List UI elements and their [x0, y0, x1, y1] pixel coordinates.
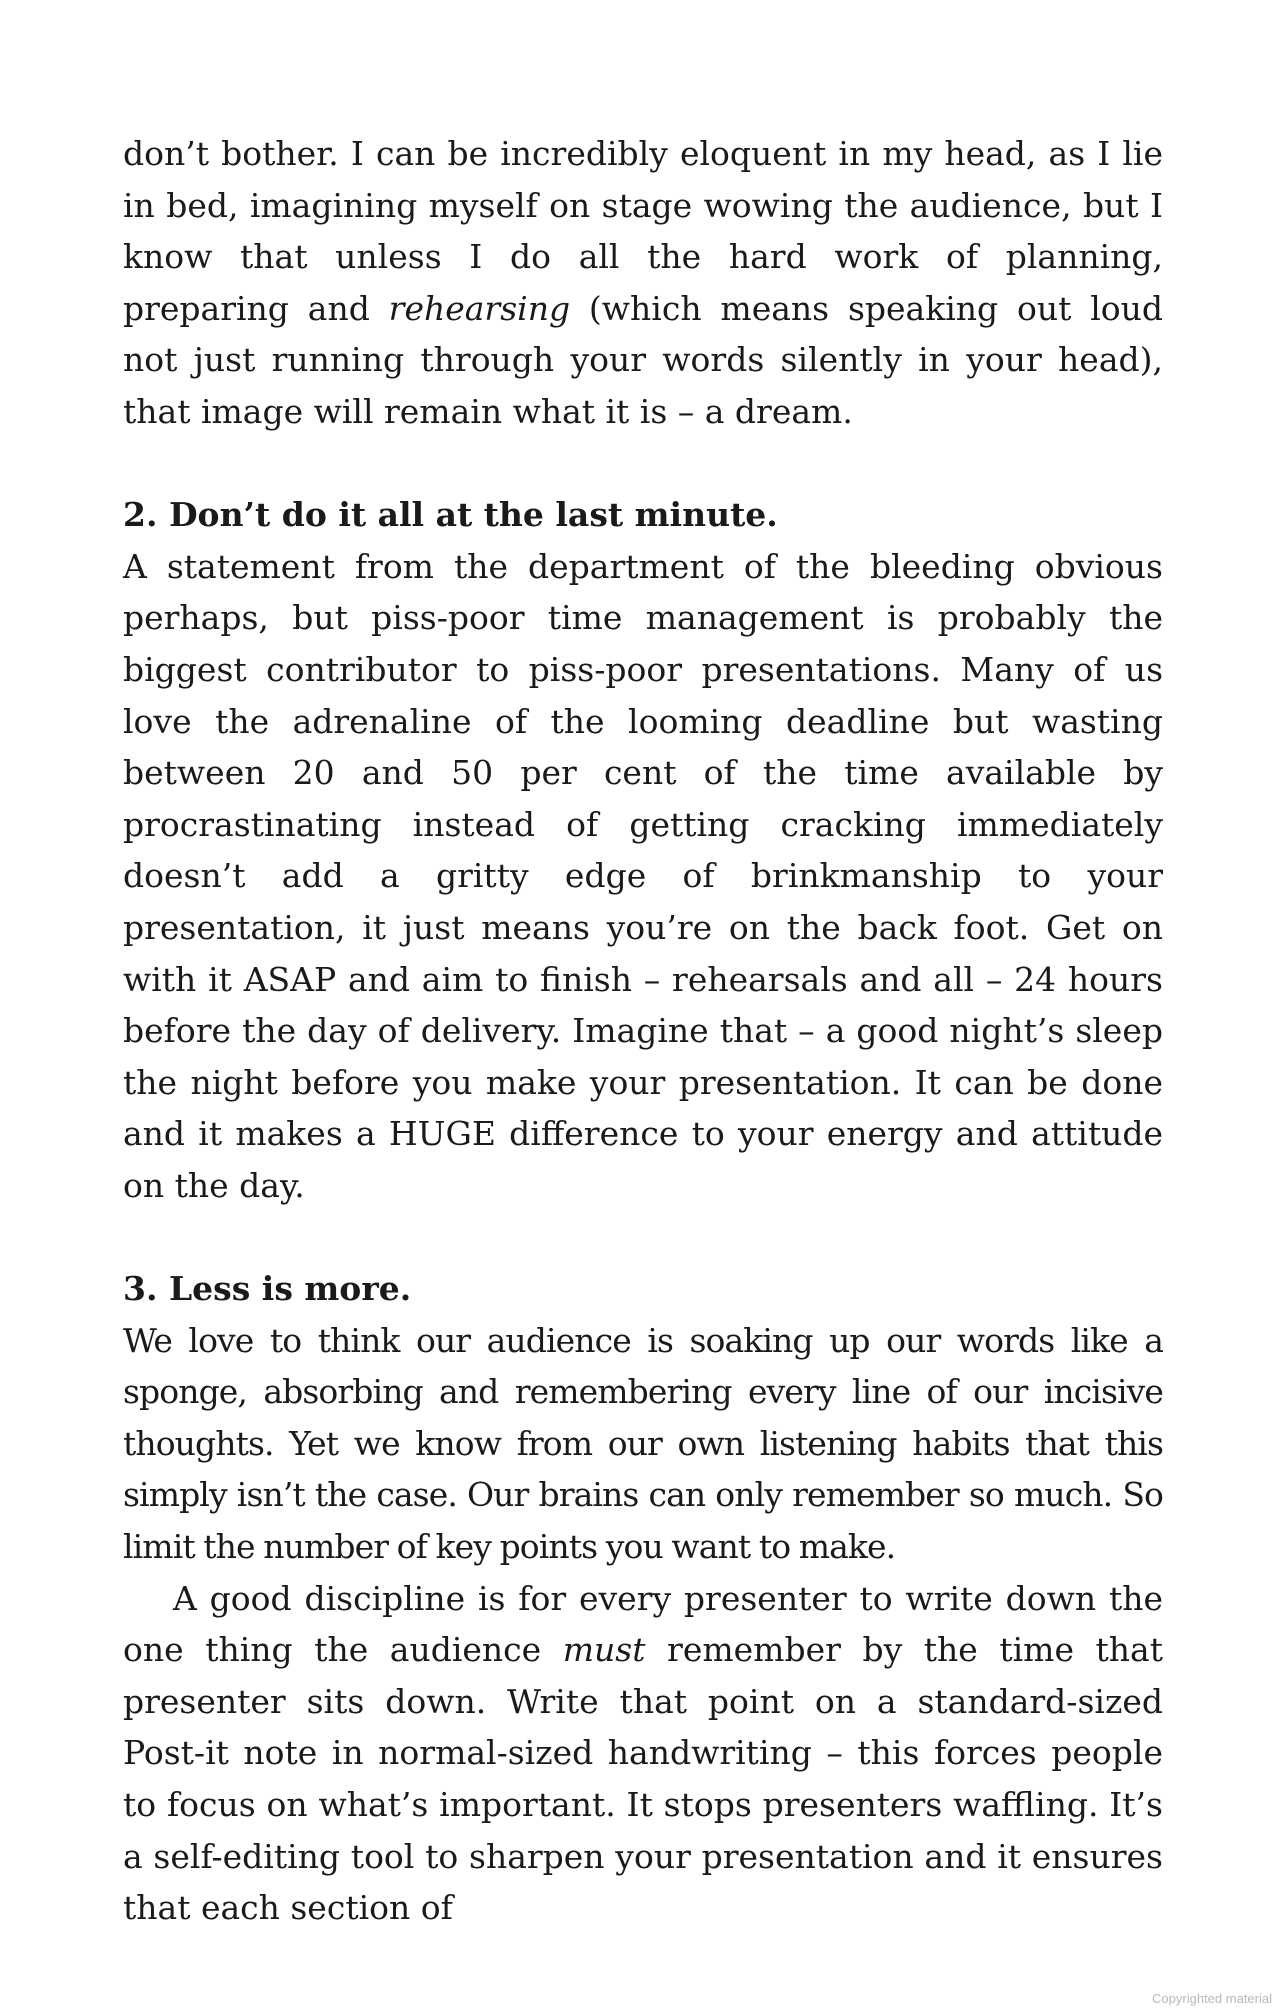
section-3-body-2-text-a: A good discipline is for every presenter to write down the one thing the audience [123, 1578, 1163, 1670]
section-2-heading: 2. Don’t do it all at the last minute. [123, 495, 778, 535]
book-page [123, 128, 1163, 1934]
paragraph-intro-text-b: (which means speaking out loud not just running through your words silently in your head), that image will remain what it is – a dream. [123, 288, 1164, 431]
section-3-body-2-text-b: remember by the time that presenter sits down. Write that point on a standard-sized Post-it note in normal-sized handwriting – this forces people to focus on what’s important. It stops presenters waffling. It’s a self-editing tool to sharpen your presentation and it ensures that each section of [123, 1630, 1163, 1928]
section-3-body-2-emphasis: must [562, 1630, 646, 1670]
section-3-heading: 3. Less is more. [123, 1269, 412, 1309]
section-3-body-1: We love to think our audience is soaking up our words like a sponge, absorbing and remembering every line of our incisive thoughts. Yet we know from our own listening habits that this simply isn’t the case. Our brains can only remember so much. So limit the number of key points you want to make. [123, 1320, 1163, 1567]
section-2-body: A statement from the department of the bleeding obvious perhaps, but piss-poor time management is probably the biggest contributor to piss-poor presentations. Many of us love the adrenaline of the looming deadline but wasting between 20 and 50 per cent of the time available by procrastinating instead of getting cracking immediately doesn’t add a gritty edge of brinkmanship to your presentation, it just means you’re on the back foot. Get on with it ASAP and aim to finish – rehearsals and all – 24 hours before the day of delivery. Imagine that – a good night’s sleep the night before you make your presentation. It can be done and it makes a HUGE difference to your energy and attitude on the day. [123, 546, 1163, 1205]
section-gap [123, 438, 1163, 490]
paragraph-intro [123, 128, 1163, 438]
section-gap [123, 1211, 1163, 1263]
section-3-body-2 [123, 1573, 1163, 1934]
copyright-watermark: Copyrighted material [1152, 1991, 1272, 2006]
paragraph-intro-emphasis: rehearsing [388, 288, 571, 328]
paragraph-intro-text-a: don’t bother. I can be incredibly eloquent in my head, as I lie in bed, imagining myself on stage wowing the audience, but I know that unless I do all the hard work of planning, preparing and [123, 134, 1163, 328]
